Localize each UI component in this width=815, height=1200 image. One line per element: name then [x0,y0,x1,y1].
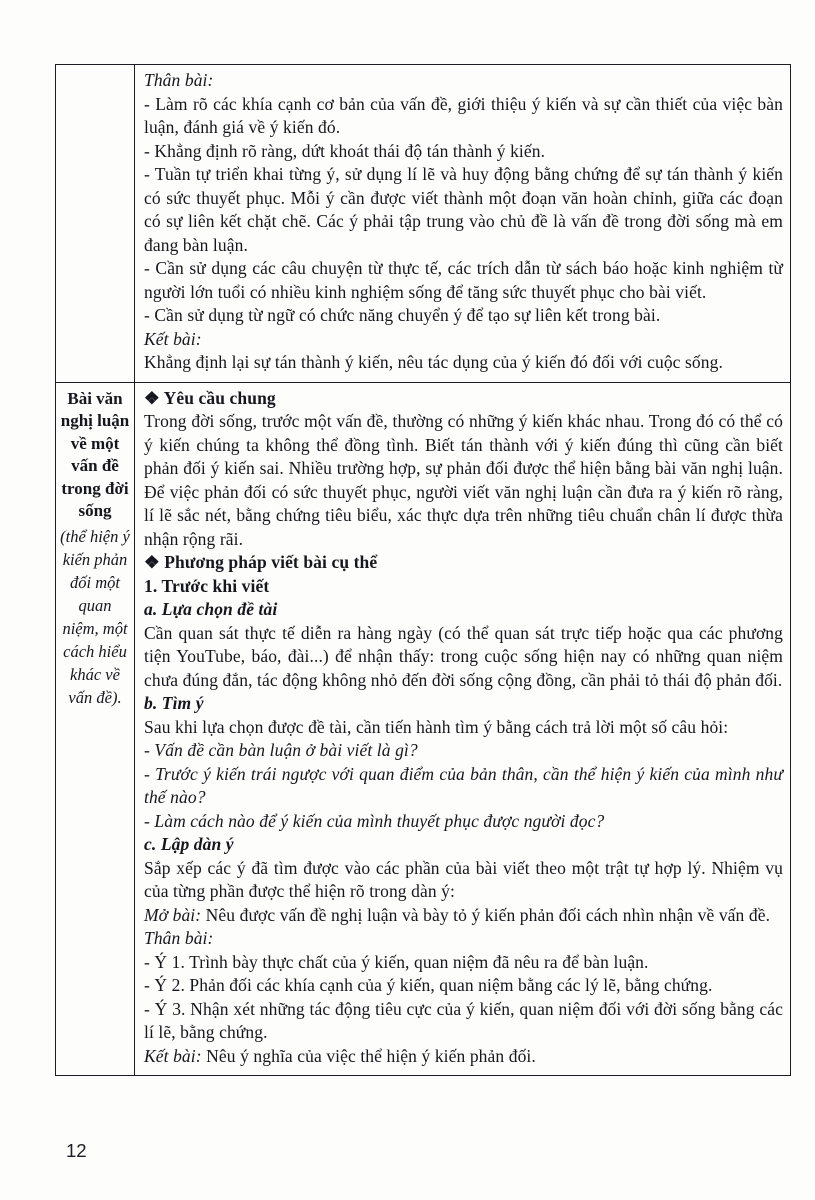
paragraph [144,551,783,575]
paragraph [144,810,783,834]
text-segment: - Ý 2. Phản đối các khía cạnh của ý kiến, quan niệm bằng các lý lẽ, bằng chứng. [144,975,713,995]
paragraph [144,998,783,1045]
paragraph [144,951,783,975]
paragraph [144,622,783,693]
paragraph [144,857,783,904]
text-segment: ❖ Phương pháp viết bài cụ thể [144,552,378,572]
paragraph [144,387,783,411]
text-segment: Mở bài: [144,904,202,925]
text-segment: Sắp xếp các ý đã tìm được vào các phần của bài viết theo một trật tự hợp lý. Nhiệm vụ của từng phần được thể hiện rõ trong dàn ý: [144,857,783,901]
text-segment: Khẳng định lại sự tán thành ý kiến, nêu tác dụng của ý kiến đó đối với cuộc sống. [144,352,723,372]
paragraph [144,69,783,93]
paragraph [144,598,783,622]
paragraph [144,904,783,928]
text-segment: - Khẳng định rõ ràng, dứt khoát thái độ tán thành ý kiến. [144,140,546,161]
text-segment: Nêu được vấn đề nghị luận và bày tỏ ý kiến phản đối cách nhìn nhận về vấn đề. [201,904,771,925]
text-segment: Thân bài: [144,70,214,90]
text-segment: - Cần sử dụng từ ngữ có chức năng chuyển ý để tạo sự liên kết trong bài. [144,305,661,325]
row-header-title: Bài văn nghị luận về một vấn đề trong đời sống [60,388,130,520]
text-segment: Nêu ý nghĩa của việc thể hiện ý kiến phản đối. [201,1045,536,1066]
text-segment: c. Lập dàn ý [144,834,234,854]
text-segment: a. Lựa chọn đề tài [144,599,278,619]
content-table [55,64,791,1076]
paragraph [144,1045,783,1069]
paragraph [144,304,783,328]
table-row-than-bai [56,65,790,382]
paragraph [144,351,783,375]
paragraph [144,927,783,951]
paragraph [144,974,783,998]
text-segment: 1. Trước khi viết [144,575,270,596]
paragraph [144,163,783,257]
paragraph [144,692,783,716]
table-row-nghi-luan-phan-doi [56,382,790,1076]
text-segment: - Làm cách nào để ý kiến của mình thuyết phục được người đọc? [144,810,605,831]
text-segment: - Trước ý kiến trái ngược với quan điểm của bản thân, cần thể hiện ý kiến của mình như thế nào? [144,763,783,807]
paragraph [144,257,783,304]
paragraph [144,716,783,740]
text-segment: Trong đời sống, trước một vấn đề, thường có những ý kiến khác nhau. Trong đó có thể có ý kiến chúng ta không thể đồng tình. Biết tán thành với ý kiến đúng thì cũng cần biết phản đối ý kiến sai. Nhiều trường hợp, sự phản đối được thể hiện bằng bài văn nghị luận. Để việc phản đối có sức thuyết phục, người viết văn nghị luận cần đưa ra ý kiến rõ ràng, lí lẽ sắc nét, bằng chứng tiêu biểu, xác thực dựa trên những tiêu chuẩn chân lí được thừa nhận rộng rãi. [144,411,783,549]
row-header-subtitle: (thể hiện ý kiến phản đối một quan niệm, một cách hiểu khác về vấn đề). [60,526,130,707]
text-segment: Kết bài: [144,1045,202,1066]
row-content-cell [135,383,790,1076]
text-segment: ❖ Yêu cầu chung [144,387,276,408]
paragraph [144,739,783,763]
paragraph [144,763,783,810]
paragraph [144,140,783,164]
row-content-cell [135,65,790,382]
text-segment: - Ý 1. Trình bày thực chất của ý kiến, quan niệm đã nêu ra để bàn luận. [144,951,649,972]
paragraph [144,328,783,352]
text-segment: - Tuần tự triển khai từng ý, sử dụng lí lẽ và huy động bằng chứng để sự tán thành ý kiến có sức thuyết phục. Mỗi ý cần được viết thành một đoạn văn hoàn chỉnh, giữa các đoạn có sự liên kết chặt chẽ. Các ý phải tập trung vào chủ đề là vấn đề trong đời sống mà em đang bàn luận. [144,164,783,255]
row-header-cell-empty [56,65,135,382]
text-segment: Thân bài: [144,928,214,948]
text-segment: Cần quan sát thực tế diễn ra hàng ngày (có thể quan sát trực tiếp hoặc qua các phương tiện YouTube, báo, đài...) để nhận thấy: trong cuộc sống hiện nay có những quan niệm chưa đúng đắn, tác động không nhỏ đến đời sống cộng đồng, cần phải tỏ thái độ phản đối. [144,622,783,690]
text-segment: - Vấn đề cần bàn luận ở bài viết là gì? [144,740,418,760]
paragraph [144,833,783,857]
text-segment: - Cần sử dụng các câu chuyện từ thực tế, các trích dẫn từ sách báo hoặc kinh nghiệm từ người lớn tuổi có nhiều kinh nghiệm sống để tăng sức thuyết phục cho bài viết. [144,258,783,302]
text-segment: - Ý 3. Nhận xét những tác động tiêu cực của ý kiến, quan niệm đối với đời sống bằng các lí lẽ, bằng chứng. [144,998,783,1042]
paragraph [144,575,783,599]
text-segment: Sau khi lựa chọn được đề tài, cần tiến hành tìm ý bằng cách trả lời một số câu hỏi: [144,716,729,737]
text-segment: - Làm rõ các khía cạnh cơ bản của vấn đề, giới thiệu ý kiến và sự cần thiết của việc bàn luận, đánh giá về ý kiến đó. [144,93,783,137]
paragraph [144,410,783,551]
paragraph [144,93,783,140]
text-segment: b. Tìm ý [144,693,204,713]
row-header-cell [56,383,135,1076]
page-number: 12 [66,1140,87,1161]
text-segment: Kết bài: [144,328,202,349]
